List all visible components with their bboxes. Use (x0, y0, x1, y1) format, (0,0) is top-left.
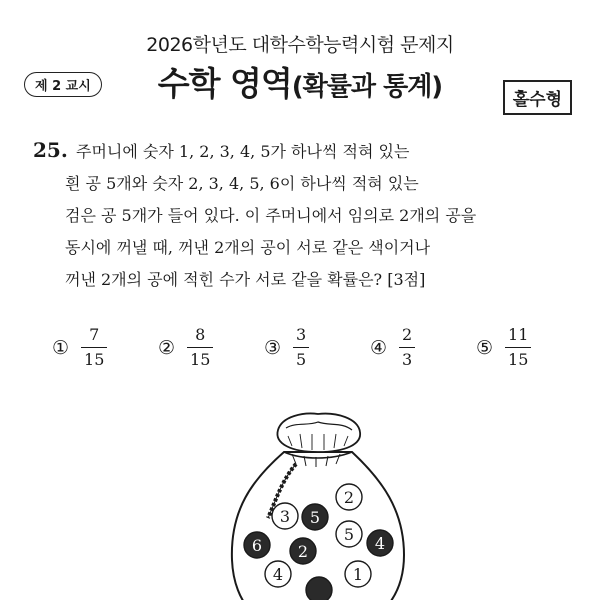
choice-4-fraction (399, 325, 415, 370)
choice-1[interactable] (52, 325, 107, 370)
subject-main: 수학 영역 (157, 64, 292, 103)
ball (345, 561, 371, 587)
choice-4-numerator: 2 (402, 325, 413, 344)
question-line: 검은 공 5개가 들어 있다. 이 주머니에서 임의로 2개의 공을 (65, 206, 477, 225)
fraction-bar (505, 347, 531, 348)
choice-5-numerator: 11 (508, 325, 529, 344)
fraction-bar (293, 347, 309, 348)
question-number: 25. (33, 138, 68, 162)
subject-sub: (확률과 통계) (291, 72, 443, 102)
question-text (65, 136, 586, 296)
ball (272, 503, 298, 529)
choice-1-fraction (81, 325, 107, 370)
bag-opening (277, 414, 360, 452)
question-line: 꺼낸 2개의 공에 적힌 수가 서로 같을 확률은? [3점] (65, 270, 426, 289)
ball (302, 504, 328, 530)
choice-4-denominator: 3 (402, 350, 413, 370)
ball-label: 2 (343, 488, 355, 507)
question-line: 주머니에 숫자 1, 2, 3, 4, 5가 하나씩 적혀 있는 (76, 142, 410, 161)
bag-figure (212, 410, 422, 600)
choice-2-mark: ② (158, 336, 176, 359)
answer-choices (0, 325, 600, 375)
choice-4[interactable] (370, 325, 415, 370)
session-badge: 제 2 교시 (24, 72, 102, 97)
fraction-bar (81, 347, 107, 348)
ball-label: 4 (374, 534, 386, 553)
ball-label: 5 (309, 508, 321, 527)
ball (336, 521, 362, 547)
ball-label: 4 (272, 565, 284, 584)
choice-3-mark: ③ (264, 336, 282, 359)
ball-label: 5 (343, 525, 355, 544)
ball (290, 538, 316, 564)
choice-2-numerator: 8 (195, 325, 206, 344)
ball (367, 530, 393, 556)
choice-4-mark: ④ (370, 336, 388, 359)
ball (244, 532, 270, 558)
paper-type-badge: 홀수형 (503, 80, 572, 115)
choice-5[interactable] (476, 325, 531, 370)
ball (306, 577, 332, 600)
choice-3-fraction (293, 325, 309, 370)
choice-1-mark: ① (52, 336, 70, 359)
ball-label: 3 (279, 507, 291, 526)
choice-3-denominator: 5 (296, 350, 307, 370)
fraction-bar (399, 347, 415, 348)
choice-5-denominator: 15 (508, 350, 529, 370)
question-line: 동시에 꺼낼 때, 꺼낸 2개의 공이 서로 같은 색이거나 (65, 238, 431, 257)
fraction-bar (187, 347, 213, 348)
choice-3-numerator: 3 (296, 325, 307, 344)
ball (265, 561, 291, 587)
choice-5-mark: ⑤ (476, 336, 494, 359)
choice-2-fraction (187, 325, 213, 370)
choice-2[interactable] (158, 325, 213, 370)
choice-1-denominator: 15 (84, 350, 105, 370)
exam-title: 2026학년도 대학수학능력시험 문제지 (146, 34, 454, 56)
ball-label: 2 (297, 542, 309, 561)
ball (336, 484, 362, 510)
choice-2-denominator: 15 (190, 350, 211, 370)
question-line: 흰 공 5개와 숫자 2, 3, 4, 5, 6이 하나씩 적혀 있는 (65, 174, 419, 193)
choice-3[interactable] (264, 325, 309, 370)
ball-label: 1 (352, 565, 364, 584)
choice-1-numerator: 7 (89, 325, 100, 344)
choice-5-fraction (505, 325, 531, 370)
ball-label: 6 (251, 536, 263, 555)
